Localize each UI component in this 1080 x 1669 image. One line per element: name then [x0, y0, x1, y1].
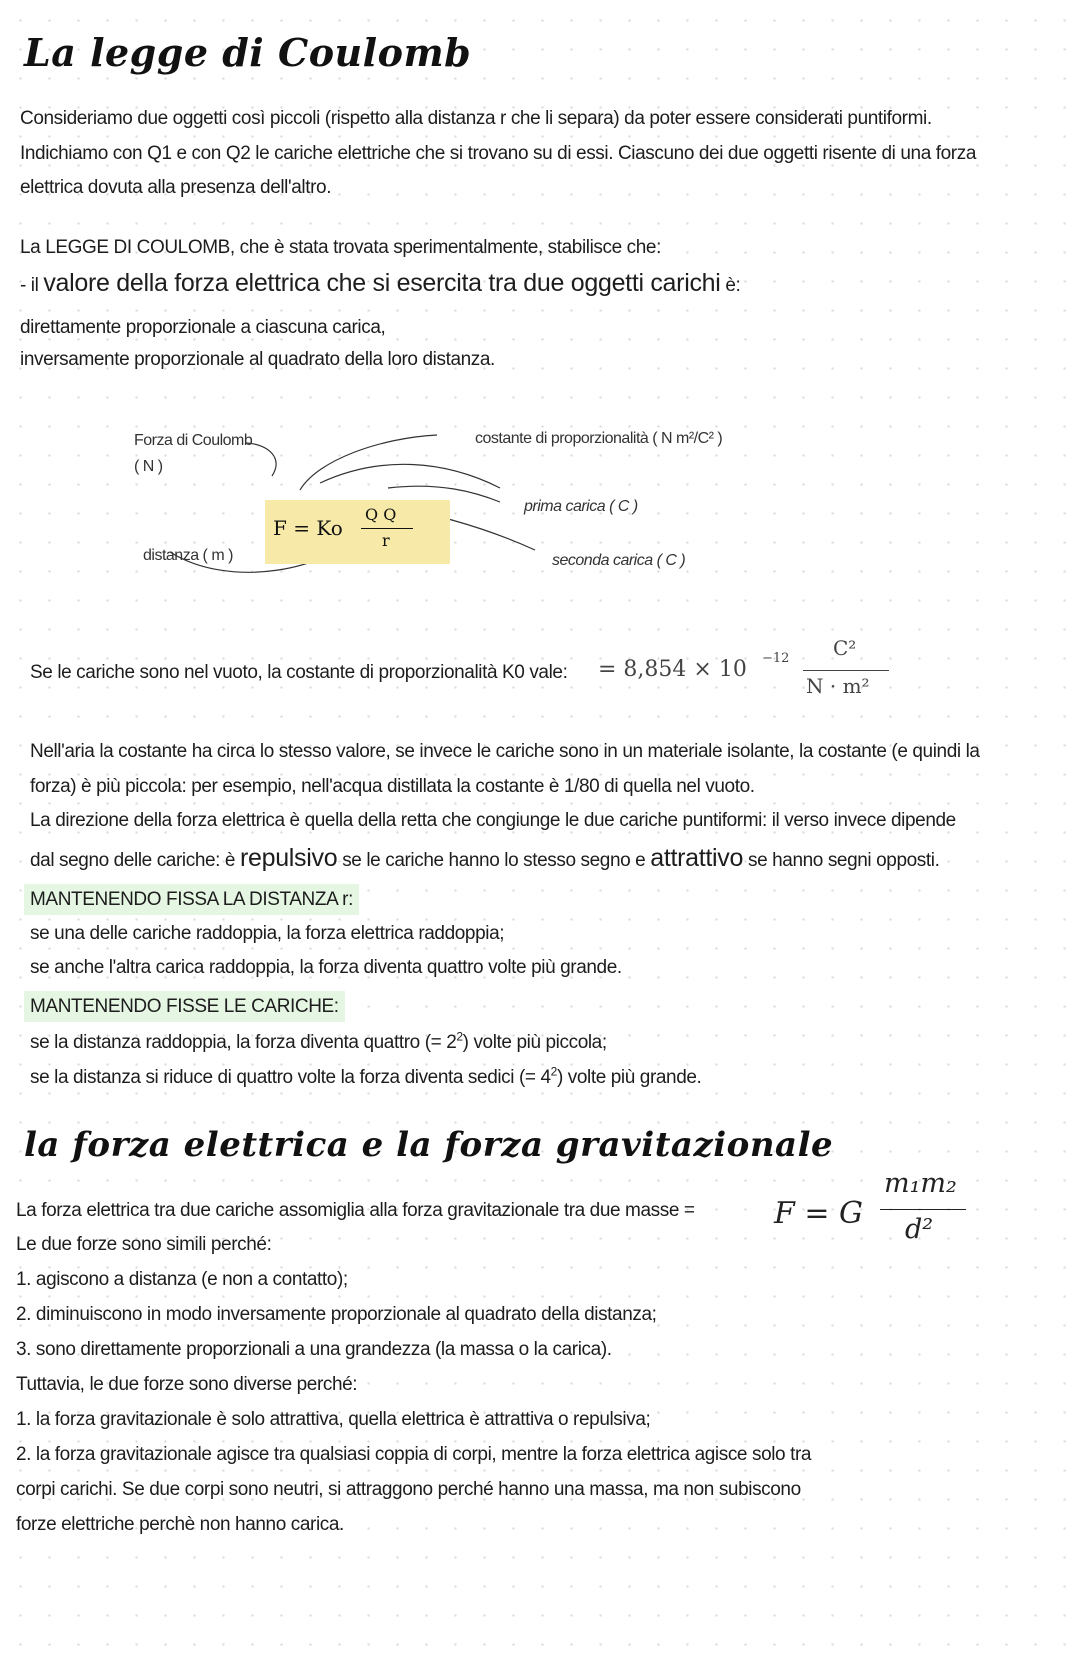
gravity-fraction-bar [880, 1209, 966, 1210]
similar-item-2: 2. diminuiscono in modo inversamente proporzionale al quadrato della distanza; [16, 1304, 657, 1325]
law-line-2 [20, 266, 1060, 303]
fixed-charges-block [30, 989, 1070, 1024]
sign-prefix: dal segno delle cariche: è [30, 850, 240, 871]
different-item-2-cont-1: corpi carichi. Se due corpi sono neutri, si attraggono perché hanno una massa, ma non subiscono [16, 1479, 801, 1500]
repulsive-word: repulsivo [239, 844, 338, 872]
intro-line-1: Consideriamo due oggetti così piccoli (rispetto alla distanza r che li separa) da poter essere considerati puntiformi. [20, 108, 932, 129]
law-line-1: La LEGGE DI COULOMB, che è stata trovata sperimentalmente, stabilisce che: [20, 237, 661, 258]
different-item-2-cont-2: forze elettriche perchè non hanno carica. [16, 1514, 344, 1535]
fixed-charges-line-2-b: ) volte più grande. [556, 1067, 702, 1088]
second-charge-label: seconda carica ( C ) [552, 552, 686, 569]
vacuum-unit-numerator: C² [833, 636, 857, 660]
fixed-charges-heading: MANTENENDO FISSE LE CARICHE: [24, 991, 345, 1022]
fixed-distance-heading: MANTENENDO FISSA LA DISTANZA r: [24, 884, 359, 915]
gravity-formula-left: F = G [774, 1196, 863, 1231]
formula-denominator: r [382, 531, 390, 550]
sign-suffix: se hanno segni opposti. [743, 850, 940, 871]
fixed-distance-line-1: se una delle cariche raddoppia, la forza elettrica raddoppia; [30, 923, 505, 944]
different-item-1: 1. la forza gravitazionale è solo attrattiva, quella elettrica è attrattiva o repulsiva; [16, 1409, 651, 1430]
fixed-charges-line-1 [30, 1025, 1070, 1060]
distance-label: distanza ( m ) [143, 547, 233, 564]
intro-line-3: elettrica dovuta alla presenza dell'altro. [20, 177, 332, 198]
force-unit: ( N ) [134, 458, 163, 475]
gravity-formula-numerator: m₁m₂ [884, 1168, 957, 1199]
attractive-word: attrattivo [650, 844, 744, 872]
vacuum-text: Se le cariche sono nel vuoto, la costante di proporzionalità K0 vale: [30, 662, 568, 683]
diagram-connectors [0, 420, 1080, 620]
formula-numerator: Q Q [365, 505, 397, 524]
formula-left: F = Ko [273, 516, 343, 540]
law-emphasis: valore della forza elettrica che si esercita tra due oggetti carichi [43, 269, 721, 297]
formula-fraction-bar [361, 528, 413, 529]
similar-heading: Le due forze sono simili perché: [16, 1234, 272, 1255]
vacuum-exponent: −12 [762, 651, 790, 666]
gravity-formula-denominator: d² [905, 1214, 934, 1245]
fixed-charges-line-2 [30, 1060, 1070, 1095]
formula-highlight [265, 500, 450, 564]
different-item-2: 2. la forza gravitazionale agisce tra qualsiasi coppia di corpi, mentre la forza elettrica agisce solo tra [16, 1444, 812, 1465]
force-label: Forza di Coulomb [134, 432, 253, 449]
law-prefix: - il [20, 275, 44, 296]
fixed-charges-line-1-b: ) volte più piccola; [462, 1032, 607, 1053]
first-charge-label: prima carica ( C ) [524, 498, 638, 515]
similar-item-1: 1. agiscono a distanza (e non a contatto); [16, 1269, 348, 1290]
vacuum-unit-denominator: N · m² [806, 674, 870, 698]
fixed-distance-line-2: se anche l'altra carica raddoppia, la forza diventa quattro volte più grande. [30, 957, 622, 978]
medium-line-1: Nell'aria la costante ha circa lo stesso valore, se invece le cariche sono in un materiale isolante, la costante (e quindi la [30, 741, 980, 762]
medium-line-2: forza) è più piccola: per esempio, nell'acqua distillata la costante è 1/80 di quella nel vuoto. [30, 776, 755, 797]
law-line-3: direttamente proporzionale a ciascuna carica, [20, 317, 386, 338]
law-line-4: inversamente proporzionale al quadrato della loro distanza. [20, 349, 495, 370]
page-title: La legge di Coulomb [24, 30, 472, 75]
section-title-gravity: la forza elettrica e la forza gravitazionale [24, 1125, 834, 1165]
different-heading: Tuttavia, le due forze sono diverse perché: [16, 1374, 358, 1395]
constant-label: costante di proporzionalità ( N m²/C² ) [475, 430, 723, 447]
fixed-charges-line-1-exp: 2 [456, 1029, 463, 1044]
law-suffix: è: [720, 275, 741, 296]
fixed-charges-line-2-a: se la distanza si riduce di quattro volte la forza diventa sedici (= 4 [30, 1067, 551, 1088]
fixed-distance-block [30, 882, 1070, 917]
fixed-charges-line-1-a: se la distanza raddoppia, la forza diventa quattro (= 2 [30, 1032, 457, 1053]
intro-line-2: Indichiamo con Q1 e con Q2 le cariche elettriche che si trovano su di essi. Ciascuno dei due oggetti risente di una forza [20, 143, 976, 164]
sign-line [30, 841, 1070, 878]
medium-line-3: La direzione della forza elettrica è quella della retta che congiunge le due cariche puntiformi: il verso invece dipende [30, 810, 956, 831]
vacuum-fraction-bar [803, 670, 889, 671]
coulomb-diagram [0, 420, 1080, 620]
vacuum-value: = 8,854 × 10 [598, 657, 747, 682]
fixed-charges-line-2-exp: 2 [550, 1064, 557, 1079]
sign-middle: se le cariche hanno lo stesso segno e [337, 850, 651, 871]
gravity-intro: La forza elettrica tra due cariche assomiglia alla forza gravitazionale tra due masse = [16, 1200, 695, 1221]
similar-item-3: 3. sono direttamente proporzionali a una grandezza (la massa o la carica). [16, 1339, 612, 1360]
